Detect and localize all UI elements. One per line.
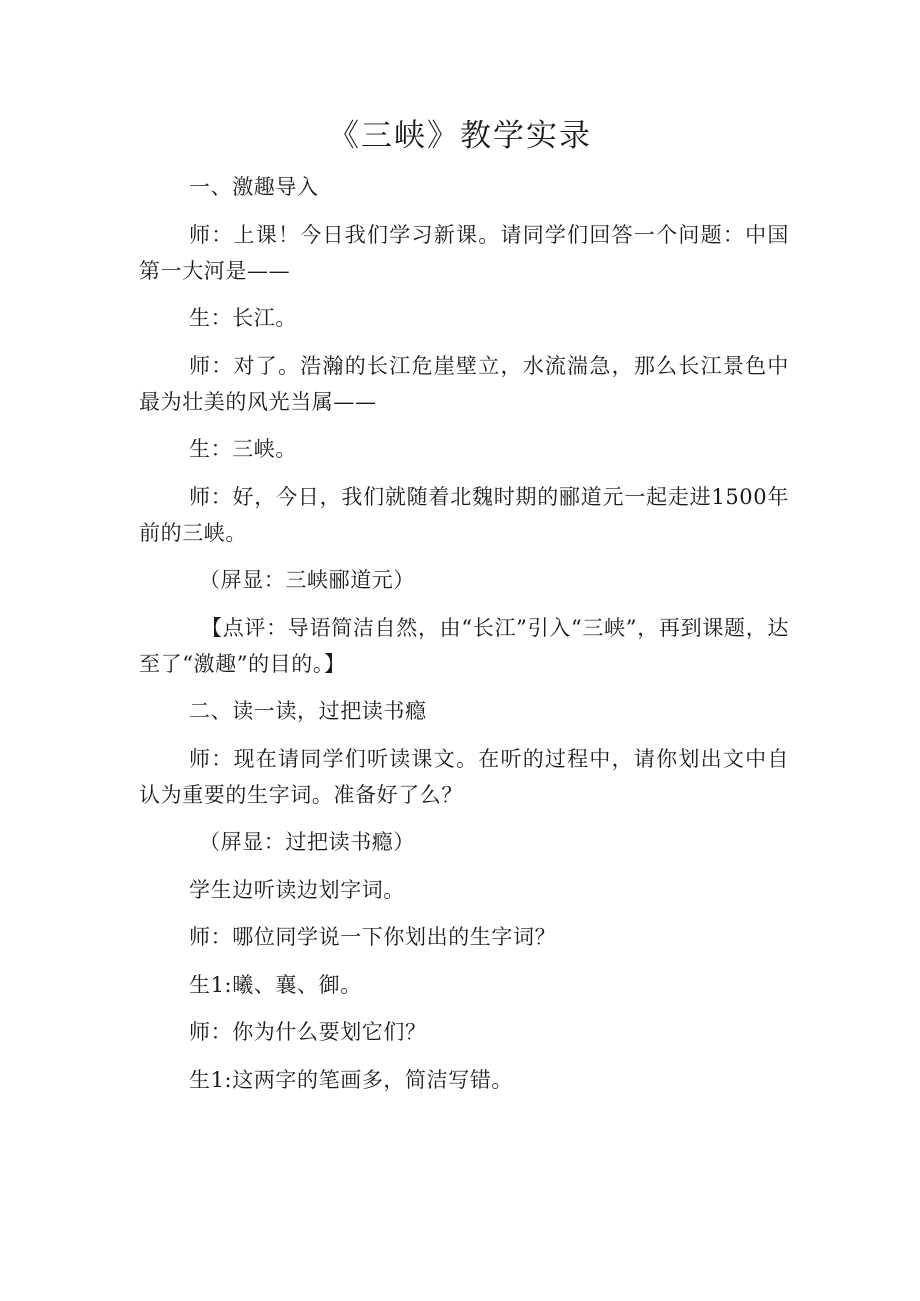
dialogue-paragraph: 师：好，今日，我们就随着北魏时期的郦道元一起走进1500年前的三峡。 <box>139 484 789 545</box>
screen-note: （屏显：过把读书瘾） <box>199 830 415 854</box>
dialogue-paragraph: 师：上课！今日我们学习新课。请同学们回答一个问题：中国第一大河是—— <box>139 222 789 283</box>
dialogue-paragraph: 生1:曦、襄、御。 <box>189 972 362 997</box>
dialogue-paragraph: 师：现在请同学们听读课文。在听的过程中，请你划出文中自认为重要的生字词。准备好了么？ <box>139 746 789 807</box>
dialogue-paragraph: 生：三峡。 <box>189 437 297 461</box>
dialogue-paragraph: 生1:这两字的笔画多，简洁写错。 <box>189 1067 514 1092</box>
screen-note: （屏显：三峡郦道元） <box>199 568 415 592</box>
dialogue-paragraph: 生：长江。 <box>189 306 297 330</box>
dialogue-paragraph: 师：哪位同学说一下你划出的生字词？ <box>189 925 557 949</box>
narration-paragraph: 学生边听读边划字词。 <box>189 877 405 902</box>
dialogue-paragraph: 师：你为什么要划它们？ <box>189 1020 427 1044</box>
section-heading: 二、读一读，过把读书瘾 <box>189 699 427 723</box>
section-heading: 一、激趣导入 <box>189 175 319 199</box>
document-body <box>139 169 789 1109</box>
document-title: 《三峡》教学实录 <box>328 118 592 154</box>
comment-paragraph: 【点评：导语简洁自然，由“长江”引入“三峡”，再到课题，达至了“激趣”的目的。】 <box>139 615 789 676</box>
dialogue-paragraph: 师：对了。浩瀚的长江危崖壁立，水流湍急，那么长江景色中最为壮美的风光当属—— <box>139 353 789 414</box>
